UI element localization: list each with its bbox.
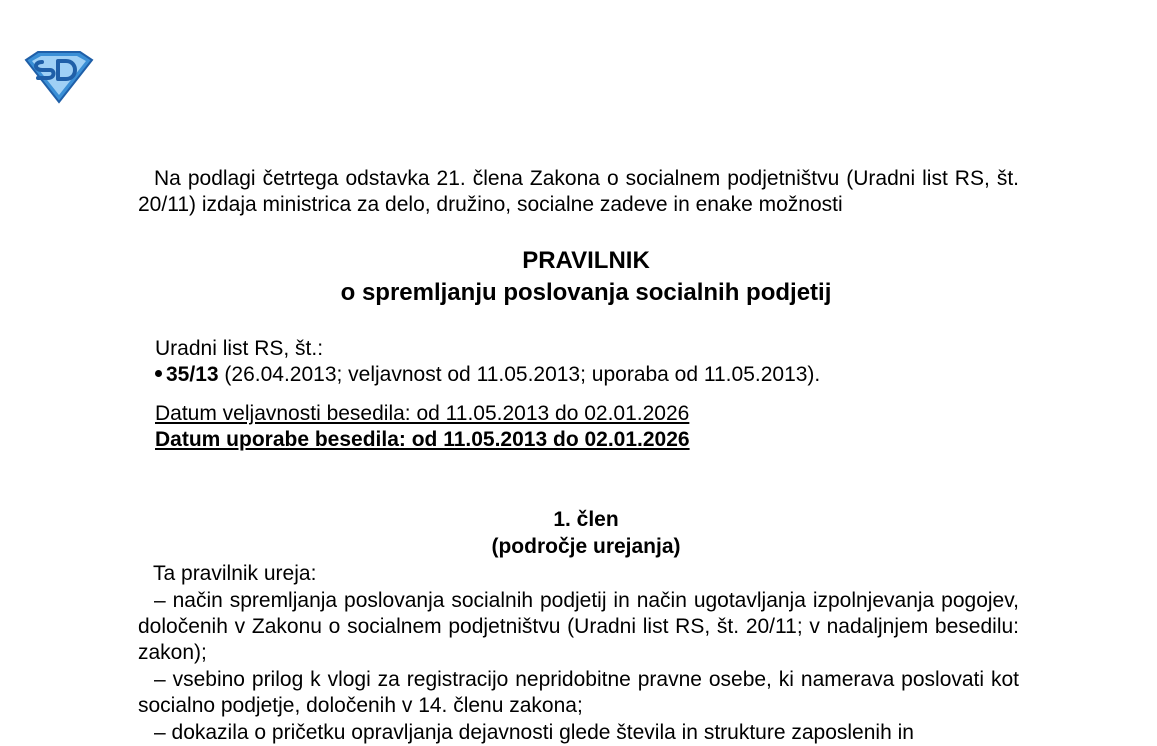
document-subtitle: o spremljanju poslovanja socialnih podjetij: [340, 279, 832, 306]
sd-logo: [22, 48, 96, 104]
bullet-icon: [155, 370, 162, 377]
document-title: PRAVILNIK: [522, 247, 650, 274]
gazette-entry-number: 35/13: [166, 363, 219, 386]
article-number: 1. člen: [553, 508, 619, 531]
gazette-label: Uradni list RS, št.:: [155, 337, 324, 360]
article-item-2: – vsebino prilog k vlogi za registracijo nepridobitne pravne osebe, ki namerava poslovati kot socialno podjetje, določenih v 14. členu zakona;: [138, 668, 1019, 717]
gazette-entry-text: (26.04.2013; veljavnost od 11.05.2013; uporaba od 11.05.2013).: [218, 363, 821, 386]
article-item-3: – dokazila o pričetku opravljanja dejavnosti glede števila in strukture zaposlenih in: [154, 721, 914, 744]
gazette-entry: [155, 362, 820, 388]
article-intro: Ta pravilnik ureja:: [153, 562, 317, 585]
article-heading: (področje urejanja): [491, 535, 681, 558]
preamble: Na podlagi četrtega odstavka 21. člena Zakona o socialnem podjetništvu (Uradni list RS, št. 20/11) izdaja ministrica za delo, družino, socialne zadeve in enake možnosti: [138, 167, 1019, 216]
use-date: Datum uporabe besedila: od 11.05.2013 do 02.01.2026: [155, 428, 690, 451]
validity-date: Datum veljavnosti besedila: od 11.05.2013 do 02.01.2026: [155, 402, 690, 425]
article-item-1: – način spremljanja poslovanja socialnih podjetij in način ugotavljanja izpolnjevanja pogojev, določenih v Zakonu o socialnem podjetništvu (Uradni list RS, št. 20/11; v nadaljnjem besedilu: zakon);: [138, 589, 1019, 664]
